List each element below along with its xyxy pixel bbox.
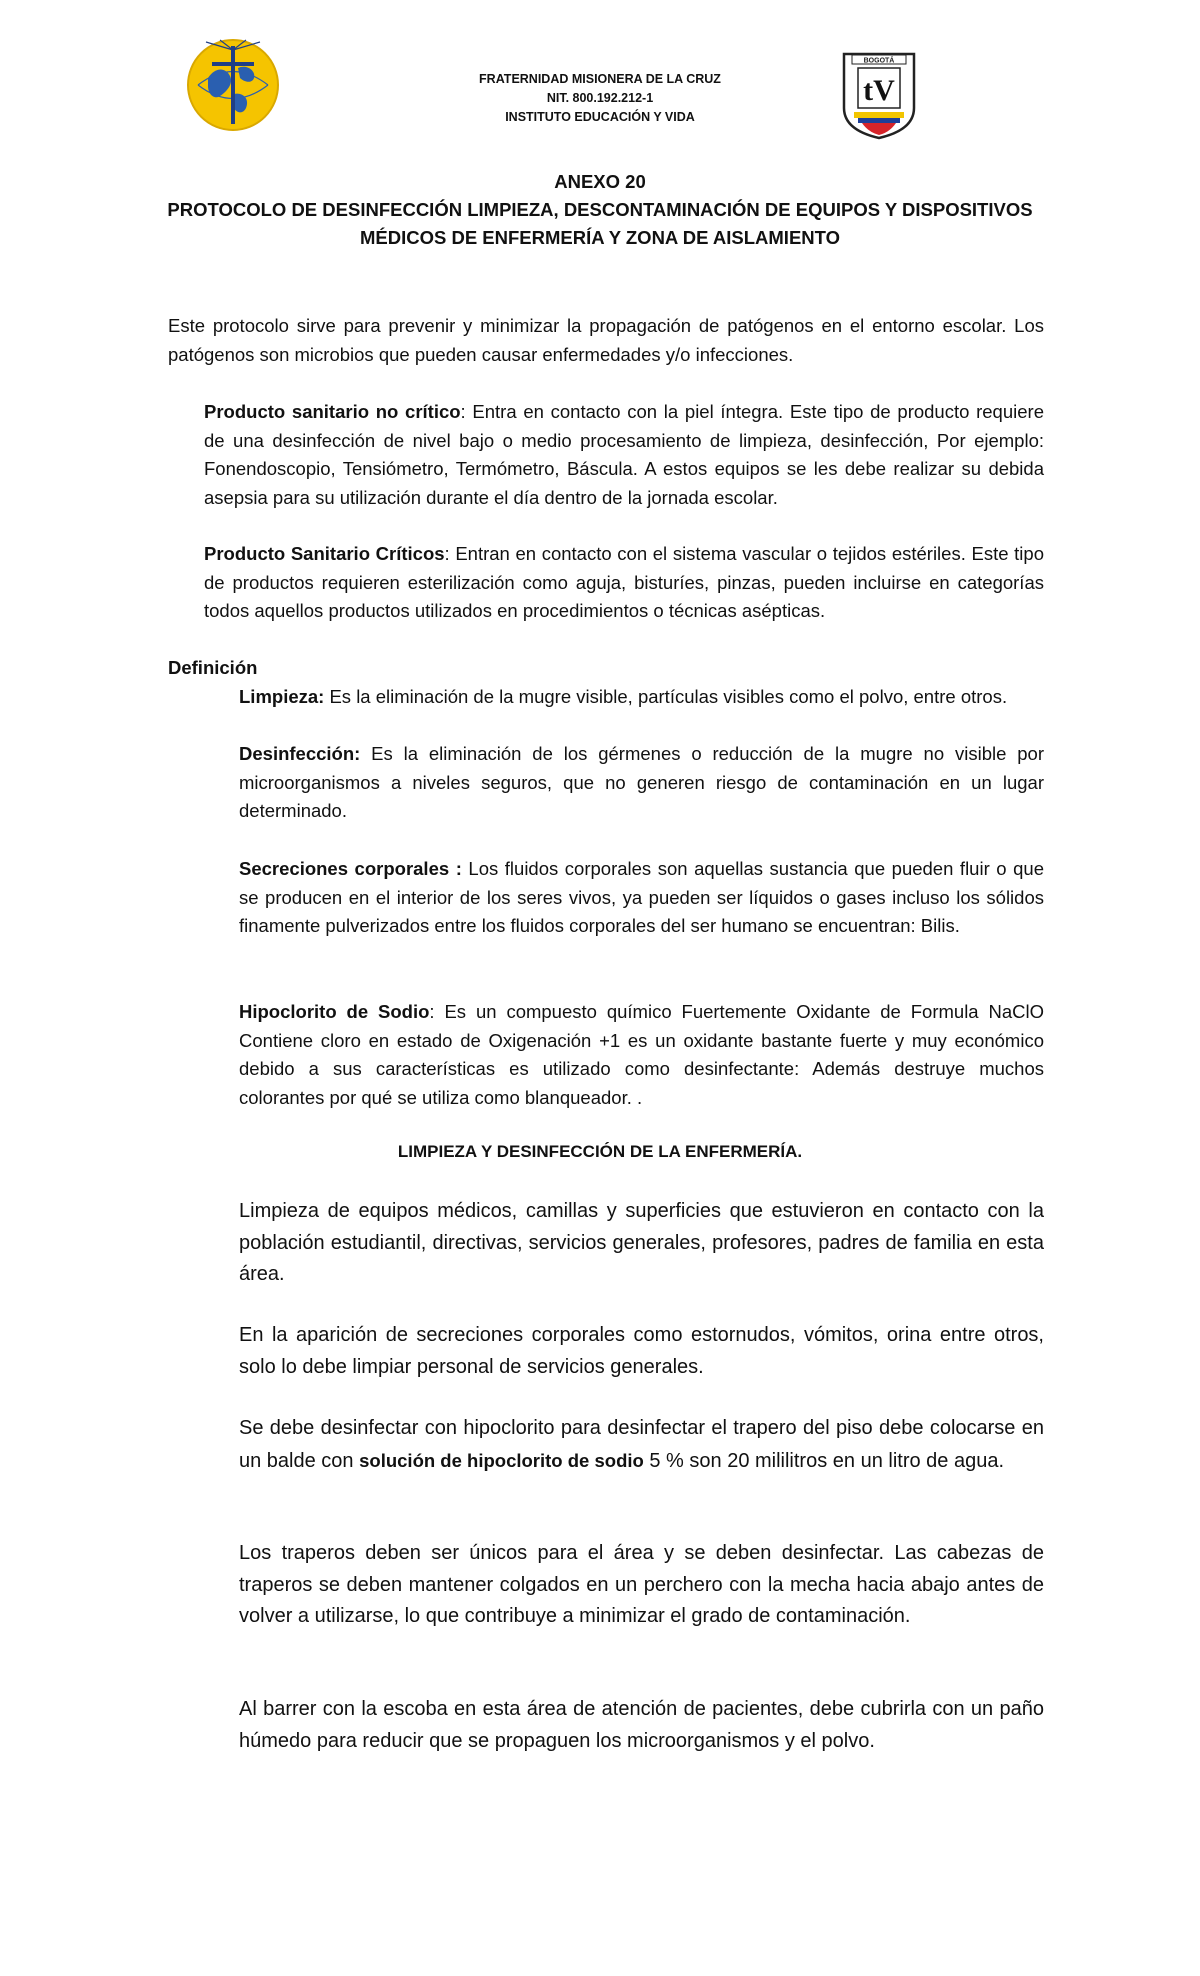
product-text: : Entran en contacto con el sistema vascular o tejidos estériles. Este tipo de productos requieren esterilización como aguja, bisturíes, pinzas, pueden incluirse en categorías todos aquellos productos utilizados en procedimientos o técnicas asépticas.: [204, 543, 1044, 621]
product-term: Producto sanitario no crítico: [204, 401, 461, 422]
document-titles: [120, 168, 1080, 252]
shield-city-text: BOGOTÁ: [863, 57, 895, 65]
header-org-name: FRATERNIDAD MISIONERA DE LA CRUZ: [479, 72, 721, 86]
definition-term: Secreciones corporales :: [239, 858, 462, 879]
definition-heading: Definición: [168, 657, 258, 678]
institute-shield-logo: [840, 50, 918, 140]
product-item-noncritical: [204, 398, 1044, 512]
fraternity-globe-logo: [186, 38, 280, 132]
section-paragraph-2: En la aparición de secreciones corporales como estornudos, vómitos, orina entre otros, solo lo debe limpiar personal de servicios generales.: [239, 1324, 1044, 1378]
product-term: Producto Sanitario Críticos: [204, 543, 445, 564]
definition-term: Hipoclorito de Sodio: [239, 1001, 430, 1022]
definition-text: Es la eliminación de la mugre visible, partículas visibles como el polvo, entre otros.: [324, 686, 1008, 707]
title-line-2: MÉDICOS DE ENFERMERÍA Y ZONA DE AISLAMIENTO: [359, 227, 840, 248]
definition-item-disinfection: [239, 740, 1044, 826]
definition-text: : Es un compuesto químico Fuertemente Oxidante de Formula NaClO Contiene cloro en estado de Oxigenación +1 es un oxidante bastante fuerte y muy económico debido a sus características es utilizado como desinfectante: Además destruye muchos colorantes por qué se utiliza como blanqueador. .: [239, 1001, 1045, 1108]
section-heading: LIMPIEZA Y DESINFECCIÓN DE LA ENFERMERÍA.: [397, 1142, 803, 1161]
definition-term: Desinfección:: [239, 743, 361, 764]
intro-paragraph: Este protocolo sirve para prevenir y minimizar la propagación de patógenos en el entorno escolar. Los patógenos son microbios que pueden causar enfermedades y/o infecciones.: [168, 315, 1044, 365]
definition-item-secretions: [239, 855, 1044, 941]
paragraph-text: Se debe desinfectar con hipoclorito para desinfectar el trapero del piso debe colocarse en un balde con: [239, 1417, 1044, 1472]
definition-text: Los fluidos corporales son aquellas sustancia que pueden fluir o que se producen en el interior de los seres vivos, ya pueden ser líquidos o gases incluso los sólidos finamente pulverizados entre los fluidos corporales del ser humano se encuentran: Bilis.: [239, 858, 1044, 936]
header-nit: NIT. 800.192.212-1: [546, 91, 654, 105]
definition-text: Es la eliminación de los gérmenes o reducción de la mugre no visible por microorganismos a niveles seguros, que no generen riesgo de contaminación en un lugar determinado.: [239, 743, 1044, 821]
paragraph-emphasis: solución de hipoclorito de sodio: [359, 1449, 644, 1471]
paragraph-text: 5 % son 20 mililitros en un litro de agua.: [643, 1449, 1005, 1472]
section-paragraph-3: [239, 1413, 1044, 1477]
product-item-critical: [204, 540, 1044, 626]
section-paragraph-5: Al barrer con la escoba en esta área de atención de pacientes, debe cubrirla con un paño húmedo para reducir que se propaguen los microorganismos y el polvo.: [239, 1698, 1044, 1752]
definition-item-cleaning: [239, 683, 1044, 712]
section-paragraph-1: Limpieza de equipos médicos, camillas y superficies que estuvieron en contacto con la población estudiantil, directivas, servicios generales, profesores, padres de familia en esta área.: [239, 1200, 1044, 1285]
title-line-1: PROTOCOLO DE DESINFECCIÓN LIMPIEZA, DESCONTAMINACIÓN DE EQUIPOS Y DISPOSITIVOS: [167, 199, 1033, 220]
header-institute: INSTITUTO EDUCACIÓN Y VIDA: [505, 110, 695, 124]
definition-item-hypochlorite: [239, 998, 1044, 1112]
definition-term: Limpieza:: [239, 686, 325, 707]
product-text: : Entra en contacto con la piel íntegra. Este tipo de producto requiere de una desinfección de nivel bajo o medio procesamiento de limpieza, desinfección, Por ejemplo: Fonendoscopio, Tensiómetro, Termómetro, Báscula. A estos equipos se les debe realizar su debida asepsia para su utilización durante el día dentro de la jornada escolar.: [204, 401, 1044, 508]
shield-initials: tV: [863, 74, 895, 107]
annex-number: ANEXO 20: [554, 171, 646, 192]
section-paragraph-4: Los traperos deben ser únicos para el área y se deben desinfectar. Las cabezas de traperos se deben mantener colgados en un perchero con la mecha hacia abajo antes de volver a utilizarse, lo que contribuye a minimizar el grado de contaminación.: [239, 1542, 1044, 1627]
